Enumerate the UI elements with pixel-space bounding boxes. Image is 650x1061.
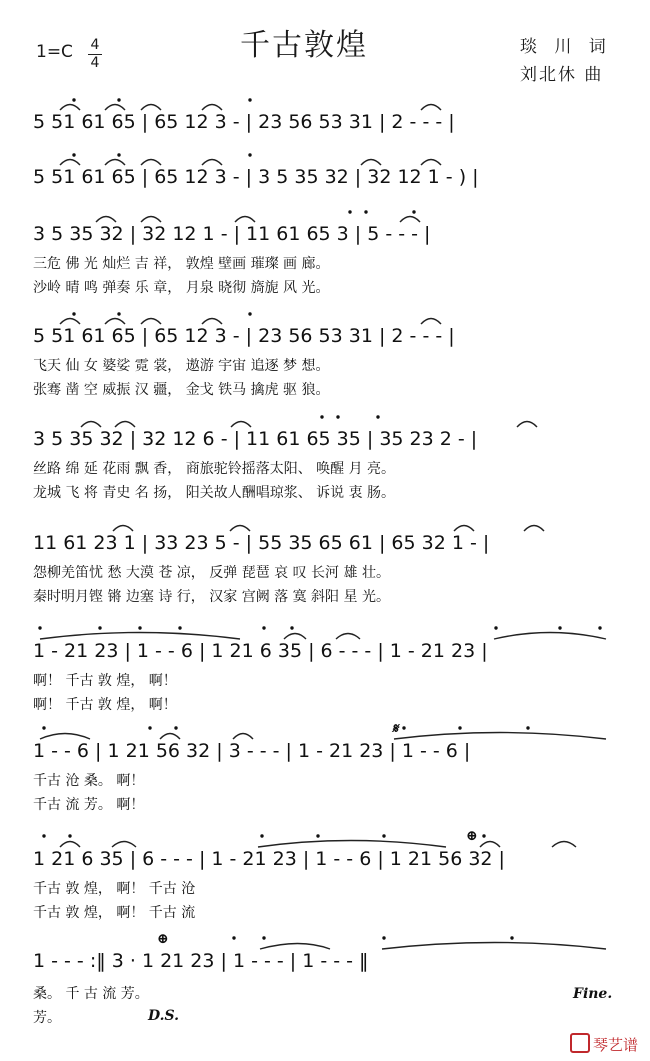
- notes-line: 5 51 61 65 | 65 12 3 - | 23 56 53 31 | 2 - - - |: [33, 325, 455, 347]
- lyric-verse-1: 啊！ 千古 敦 煌， 啊！: [33, 673, 177, 689]
- coda-symbol: ⊕: [466, 828, 478, 844]
- lyric-verse-2: 芳。: [33, 1010, 61, 1026]
- lyric-verse-2: 龙城 飞 将 青史 名 扬， 阳关故人酬唱琼浆、 诉说 衷 肠。: [33, 485, 396, 501]
- lyric-verse-1: 千古 沧 桑。 啊！: [33, 773, 145, 789]
- lyric-verse-1: 怨柳羌笛忧 愁 大漠 苍 凉， 反弹 琵琶 哀 叹 长河 雄 壮。: [33, 565, 390, 581]
- system-3: [33, 223, 430, 296]
- notes-line: 1 - - 6 | 1 21 56 32 | 3 - - - | 1 - 21 23 | 1 - - 6 |: [33, 740, 471, 762]
- coda-symbol-2: ⊕: [157, 931, 169, 947]
- notes-line: 1 - 21 23 | 1 - - 6 | 1 21 6 35 | 6 - - - | 1 - 21 23 |: [33, 640, 488, 662]
- system-7: [33, 640, 488, 713]
- lyric-verse-1: 飞天 仙 女 婆娑 霓 裳， 遨游 宇宙 追逐 梦 想。: [33, 358, 330, 374]
- lyric-verse-2: 千古 流 芳。 啊！: [33, 797, 145, 813]
- segno-symbol: 𝄋: [392, 721, 399, 737]
- lyric-verse-2: 秦时明月铿 锵 边塞 诗 行， 汉家 宫阙 落 寞 斜阳 星 光。: [33, 589, 390, 605]
- system-10: [33, 931, 612, 1026]
- system-9: [33, 828, 505, 921]
- notes-line: 3 5 35 32 | 32 12 6 - | 11 61 65 35 | 35 23 2 - |: [33, 428, 478, 450]
- fine-marking: Fine.: [573, 986, 613, 1002]
- composer-credit: 刘北休 曲: [520, 65, 604, 85]
- system-2: [33, 166, 479, 188]
- lyric-verse-2: 啊！ 千古 敦 煌， 啊！: [33, 697, 177, 713]
- ds-marking: D.S.: [148, 1008, 180, 1024]
- lyric-verse-1: 丝路 绵 延 花雨 飘 香， 商旅驼铃摇落太阳、 唤醒 月 亮。: [33, 461, 396, 477]
- key-signature: 1=C: [36, 42, 73, 62]
- watermark-logo: [570, 1033, 638, 1055]
- lyric-verse-1: 三危 佛 光 灿烂 吉 祥， 敦煌 壁画 璀璨 画 廊。: [33, 256, 330, 272]
- notes-line: 1 - - - :‖ 3 · 1 21 23 | 1 - - - | 1 - - - ‖: [33, 950, 369, 972]
- watermark-text: 琴艺谱: [592, 1036, 638, 1054]
- time-signature-top: 4: [90, 37, 100, 53]
- system-8: [33, 721, 470, 813]
- harp-icon: [570, 1033, 590, 1053]
- lyric-verse-2: 千古 敦 煌， 啊！ 千古 流: [33, 905, 196, 921]
- system-6: [33, 532, 489, 605]
- lyric-verse-1: 桑。 千 古 流 芳。: [33, 986, 149, 1002]
- notes-line: 5 51 61 65 | 65 12 3 - | 23 56 53 31 | 2 - - - |: [33, 111, 455, 133]
- system-1: [33, 111, 455, 133]
- lyric-verse-2: 沙岭 晴 鸣 弹奏 乐 章， 月泉 晓彻 旖旎 风 光。: [33, 280, 330, 296]
- notes-line: 3 5 35 32 | 32 12 1 - | 11 61 65 3 | 5 - - - |: [33, 223, 431, 245]
- song-title: 千古敦煌: [240, 28, 368, 63]
- notes-line: 1 21 6 35 | 6 - - - | 1 - 21 23 | 1 - - 6 | 1 21 56 32 |: [33, 848, 505, 870]
- notes-line: 11 61 23 1 | 33 23 5 - | 55 35 65 61 | 65 32 1 - |: [33, 532, 490, 554]
- system-4: [33, 325, 455, 398]
- time-signature-bottom: 4: [90, 55, 100, 71]
- lyric-verse-1: 千古 敦 煌， 啊！ 千古 沧: [33, 881, 196, 897]
- notes-line: 5 51 61 65 | 65 12 3 - | 3 5 35 32 | 32 12 1 - ) |: [33, 166, 479, 188]
- lyricist-credit: 琰 川 词: [520, 37, 612, 57]
- lyric-verse-2: 张骞 凿 空 威振 汉 疆， 金戈 铁马 擒虎 驱 狼。: [33, 382, 330, 398]
- system-5: [33, 428, 477, 501]
